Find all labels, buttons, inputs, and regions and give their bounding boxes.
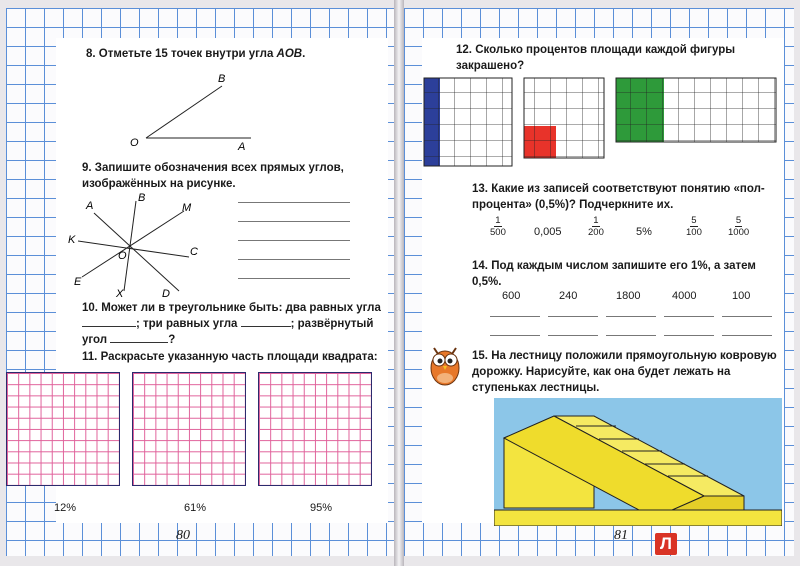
svg-text:A: A [86,200,94,212]
svg-text:K: K [68,234,76,246]
question-15: 15. На лестницу положили прямоугольную ковровую дорожку. Нарисуйте, как она будет лежать на ступеньках лестницы. [472,350,777,394]
publisher-logo: Л [655,533,677,555]
square-grid-95[interactable] [258,372,372,486]
number-240: 240 [559,290,578,302]
square-grid-61[interactable] [132,372,246,486]
q10-blank-3[interactable] [110,342,168,343]
number-1800: 1800 [616,290,641,302]
svg-text:X: X [116,288,124,300]
angle-aob-figure [116,66,286,156]
perpendicular-lines-figure [64,191,214,301]
option-fraction-1-200[interactable]: $\frac{1}{200}$ [588,215,604,238]
option-fraction-5-100[interactable]: $\frac{5}{100}$ [686,215,702,238]
question-9: 9. Запишите обозначения всех прямых углов, изображённых на рисунке. [82,162,344,190]
question-10: 10. Может ли в треугольнике быть: два равных угла ; три равных угла ; развёрнутый угол ? [82,302,381,346]
question-8: 8. Отметьте 15 точек внутри угла AOB. [86,48,306,60]
number-100: 100 [732,290,751,302]
percent-label: 61% [184,502,207,514]
svg-text:A: A [238,141,246,153]
book-spine [394,0,404,566]
shaded-figures [422,76,792,172]
svg-text:O: O [118,250,127,262]
q10-blank-1[interactable] [82,326,136,327]
svg-text:B: B [138,192,146,204]
option-fraction-5-1000[interactable]: $\frac{5}{1000}$ [728,215,750,238]
option-percent[interactable]: 5% [636,226,652,238]
question-12: 12. Сколько процентов площади каждой фигуры закрашено? [456,44,736,72]
q14-answer-lines[interactable] [606,298,656,336]
page-number: 81 [614,528,628,543]
q14-answer-lines[interactable] [490,298,540,336]
question-14: 14. Под каждым числом запишите его 1%, а затем 0,5%. [472,260,756,288]
number-600: 600 [502,290,521,302]
left-page [6,8,394,556]
svg-text:D: D [162,288,170,300]
question-11: 11. Раскрасьте указанную часть площади квадрата: [82,351,378,363]
staircase-figure[interactable] [494,398,782,526]
percent-label: 95% [310,502,333,514]
percent-label: 12% [54,502,77,514]
q14-answer-lines[interactable] [664,298,714,336]
svg-text:E: E [74,276,82,288]
number-4000: 4000 [672,290,697,302]
owl-icon [426,338,464,388]
q14-answer-lines[interactable] [548,298,598,336]
right-page [404,8,794,556]
svg-text:B: B [218,73,226,85]
q14-answer-lines[interactable] [722,298,772,336]
svg-text:C: C [190,246,198,258]
option-fraction-1-500[interactable]: $\frac{1}{500}$ [490,215,506,238]
q9-answer-lines[interactable] [238,184,350,279]
question-13: 13. Какие из записей соответствуют понятию «пол-процента» (0,5%)? Подчеркните их. [472,183,765,211]
square-grid-12[interactable] [6,372,120,486]
svg-text:M: M [182,202,192,214]
svg-text:O: O [130,137,139,149]
page-number: 80 [176,528,190,543]
q10-blank-2[interactable] [241,326,291,327]
option-decimal[interactable]: 0,005 [534,226,562,238]
